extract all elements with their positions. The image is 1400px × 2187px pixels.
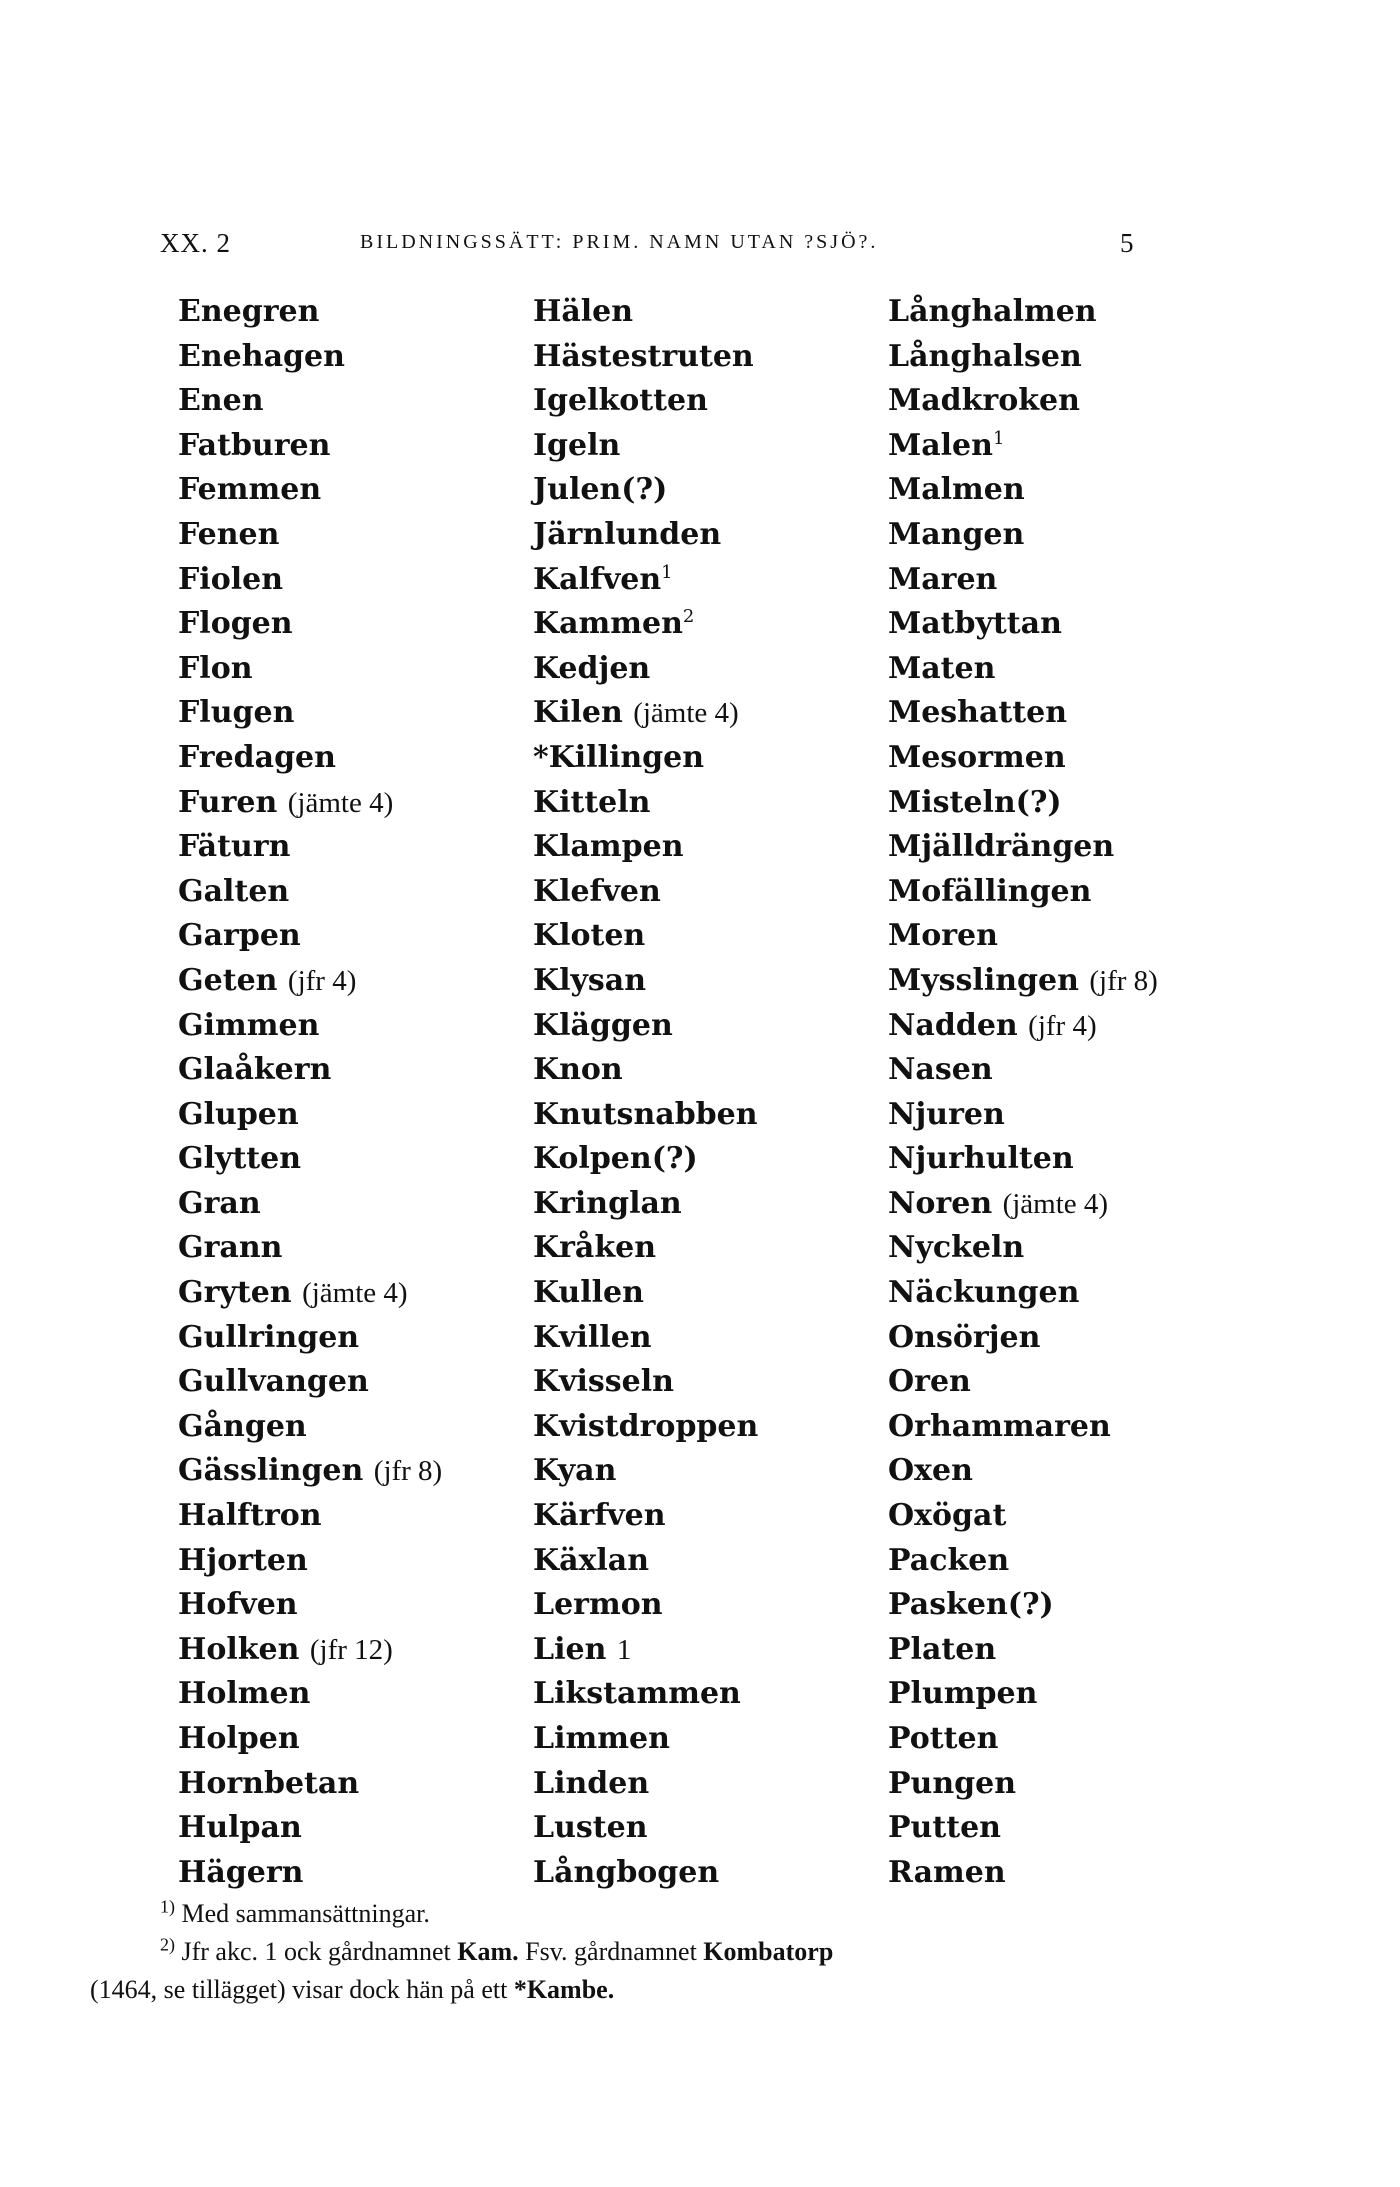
entry-name: Maren (888, 561, 998, 597)
list-item (888, 647, 1158, 692)
list-item (888, 1717, 1158, 1762)
list-item (178, 424, 442, 469)
entry-name: Oren (888, 1364, 971, 1400)
entry-name: Platen (888, 1631, 997, 1667)
list-item (178, 1137, 442, 1182)
list-item (888, 379, 1158, 424)
list-item (533, 825, 758, 870)
list-item (888, 1004, 1158, 1049)
footnote-1-marker: 1) (160, 1896, 175, 1917)
list-item (888, 558, 1158, 603)
entry-name: Geten (178, 962, 278, 998)
entry-note: (jfr 4) (1028, 1009, 1097, 1042)
list-item (533, 379, 758, 424)
list-item (888, 736, 1158, 781)
list-item (888, 1093, 1158, 1138)
list-item (533, 290, 758, 335)
list-item (178, 1539, 442, 1584)
name-column-1 (178, 290, 442, 1895)
entry-name: Pungen (888, 1765, 1017, 1801)
list-item (888, 1449, 1158, 1494)
entry-name: Plumpen (888, 1676, 1038, 1712)
entry-name: Enegren (178, 294, 320, 329)
list-item (178, 602, 442, 647)
entry-name: Kärfven (533, 1498, 666, 1534)
entry-name: Matbyttan (888, 606, 1062, 642)
list-item (178, 468, 442, 513)
entry-name: Flogen (178, 606, 293, 642)
running-title: BILDNINGSSÄTT: PRIM. NAMN UTAN ?SJÖ?. (360, 231, 879, 253)
entry-name: Gryten (178, 1275, 292, 1311)
list-item (178, 959, 442, 1004)
entry-name: Näckungen (888, 1275, 1080, 1311)
list-item (178, 825, 442, 870)
entry-name: Gässlingen (178, 1453, 364, 1489)
entry-note: (jfr 12) (309, 1633, 393, 1666)
entry-name: Enehagen (178, 338, 345, 374)
list-item (178, 1360, 442, 1405)
entry-name: Holken (178, 1631, 300, 1667)
entry-name: Halftron (178, 1498, 322, 1534)
entry-name: Käxlan (533, 1542, 650, 1578)
list-item (533, 513, 758, 558)
entry-note: (jämte 4) (287, 786, 394, 819)
list-item (533, 1628, 758, 1673)
list-item (533, 1271, 758, 1316)
entry-name: Kalfven (533, 561, 662, 597)
list-item (178, 914, 442, 959)
entry-name: Klysan (533, 962, 647, 998)
entry-name: Mjälldrängen (888, 829, 1115, 865)
entry-name: Nyckeln (888, 1230, 1025, 1266)
list-item (888, 1806, 1158, 1851)
list-item (888, 1672, 1158, 1717)
list-item (178, 1494, 442, 1539)
entry-name: Enen (178, 383, 264, 419)
entry-name: Flugen (178, 695, 295, 731)
entry-name: Likstammen (533, 1676, 741, 1712)
list-item (888, 1405, 1158, 1450)
entry-name: Knon (533, 1052, 623, 1088)
entry-name: Långhalsen (888, 338, 1082, 374)
footnote-2-kombatorp: Kombatorp (703, 1937, 834, 1966)
list-item (888, 335, 1158, 380)
list-item (533, 736, 758, 781)
list-item (888, 1762, 1158, 1807)
list-item (178, 1182, 442, 1227)
entry-name: Mangen (888, 516, 1025, 552)
entry-name: Kedjen (533, 650, 651, 686)
list-item (533, 558, 758, 603)
list-item (888, 1316, 1158, 1361)
list-item (888, 1048, 1158, 1093)
entry-name: Fiolen (178, 561, 283, 597)
list-item (533, 914, 758, 959)
list-item (533, 647, 758, 692)
entry-name: Onsörjen (888, 1319, 1041, 1355)
list-item (888, 691, 1158, 736)
list-item (533, 1717, 758, 1762)
list-item (178, 1316, 442, 1361)
entry-name: Mesormen (888, 739, 1066, 775)
list-item (178, 1806, 442, 1851)
list-item (533, 1494, 758, 1539)
footnote-reference: 1 (661, 561, 673, 583)
list-item (533, 1226, 758, 1271)
entry-name: Långbogen (533, 1854, 720, 1890)
entry-name: Gången (178, 1408, 307, 1444)
entry-name: Gran (178, 1185, 261, 1221)
footnote-2-text-e: (1464, se tillägget) visar dock hän på ett (90, 1975, 508, 2004)
entry-name: Malen (888, 427, 993, 463)
list-item (533, 1672, 758, 1717)
list-item (888, 468, 1158, 513)
list-item (533, 1851, 758, 1896)
list-item (888, 1583, 1158, 1628)
list-item (888, 781, 1158, 826)
entry-name: Kringlan (533, 1185, 682, 1221)
entry-name: Holmen (178, 1676, 311, 1712)
list-item (533, 1093, 758, 1138)
list-item (533, 870, 758, 915)
list-item (178, 1004, 442, 1049)
list-item (888, 1182, 1158, 1227)
list-item (533, 1182, 758, 1227)
running-header (160, 228, 1160, 264)
entry-note: (jfr 4) (287, 964, 357, 997)
list-item (178, 736, 442, 781)
list-item (888, 1851, 1158, 1896)
footnote-2 (90, 1933, 1180, 1971)
list-item (533, 1316, 758, 1361)
list-item (178, 335, 442, 380)
entry-name: Holpen (178, 1721, 300, 1756)
entry-name: Kloten (533, 918, 646, 954)
list-item (178, 1762, 442, 1807)
list-item (888, 1137, 1158, 1182)
footnote-reference: 1 (992, 427, 1005, 449)
list-item (533, 468, 758, 513)
entry-name: Putten (888, 1810, 1001, 1846)
list-item (888, 602, 1158, 647)
entry-name: Gimmen (178, 1007, 320, 1043)
entry-name: Knutsnabben (533, 1096, 758, 1132)
entry-name: Mofällingen (888, 873, 1092, 909)
footnote-2-kam: Kam. (457, 1937, 519, 1966)
list-item (178, 1093, 442, 1138)
entry-name: Mysslingen (888, 962, 1079, 998)
name-column-2 (533, 290, 758, 1895)
entry-name: Garpen (178, 918, 301, 954)
list-item (888, 870, 1158, 915)
entry-name: Klampen (533, 829, 684, 865)
list-item (888, 513, 1158, 558)
list-item (533, 1449, 758, 1494)
list-item (178, 1628, 442, 1673)
entry-note: (jämte 4) (1002, 1187, 1109, 1220)
entry-name: Moren (888, 918, 998, 954)
entry-name: Lien (533, 1631, 607, 1667)
list-item (533, 781, 758, 826)
entry-name: Femmen (178, 472, 322, 508)
entry-name: Packen (888, 1542, 1010, 1578)
entry-name: Klefven (533, 873, 661, 909)
list-item (178, 647, 442, 692)
entry-name: Glytten (178, 1141, 302, 1177)
entry-name: Igeln (533, 427, 621, 463)
footnotes (90, 1895, 1180, 2009)
list-item (533, 1048, 758, 1093)
list-item (178, 1226, 442, 1271)
entry-name: Nasen (888, 1052, 993, 1088)
footnote-2-text-a: Jfr akc. 1 ock gårdnamnet (181, 1937, 451, 1966)
list-item (533, 602, 758, 647)
entry-name: Kvistdroppen (533, 1408, 759, 1444)
section-number: XX. 2 (160, 228, 231, 258)
list-item (888, 959, 1158, 1004)
entry-name: Kvisseln (533, 1364, 674, 1400)
list-item (888, 914, 1158, 959)
list-item (888, 424, 1158, 469)
entry-name: Ramen (888, 1854, 1006, 1890)
name-column-3 (888, 290, 1158, 1895)
entry-note: (jfr 8) (373, 1455, 443, 1488)
entry-note: (jämte 4) (633, 697, 739, 730)
list-item (888, 1360, 1158, 1405)
list-item (533, 1137, 758, 1182)
entry-name: Kråken (533, 1230, 657, 1266)
entry-name: Fredagen (178, 739, 336, 775)
entry-name: *Killingen (533, 739, 705, 775)
footnote-2-text-c: Fsv. gårdnamnet (525, 1937, 697, 1966)
entry-name: Hulpan (178, 1810, 302, 1846)
list-item (178, 1583, 442, 1628)
entry-name: Hjorten (178, 1542, 308, 1578)
entry-name: Hägern (178, 1854, 304, 1890)
entry-name: Malmen (888, 472, 1025, 508)
list-item (533, 1004, 758, 1049)
list-item (178, 379, 442, 424)
list-item (533, 1405, 758, 1450)
entry-name: Kullen (533, 1275, 644, 1311)
list-item (533, 691, 758, 736)
entry-name: Fatburen (178, 427, 331, 463)
page-number: 5 (1120, 228, 1134, 258)
list-item (533, 1583, 758, 1628)
entry-name: Kolpen(?) (533, 1141, 698, 1177)
entry-name: Njuren (888, 1096, 1005, 1132)
list-item (888, 1494, 1158, 1539)
entry-name: Linden (533, 1765, 650, 1801)
entry-name: Kammen (533, 606, 683, 642)
entry-name: Glaåkern (178, 1052, 332, 1088)
list-item (888, 1226, 1158, 1271)
entry-name: Gullvangen (178, 1364, 369, 1400)
entry-name: Julen(?) (533, 472, 668, 508)
list-item (178, 1271, 442, 1316)
list-item (888, 290, 1158, 335)
entry-name: Galten (178, 873, 290, 909)
entry-note: 1 (616, 1633, 632, 1666)
entry-name: Noren (888, 1185, 993, 1221)
list-item (533, 1762, 758, 1807)
footnote-2-kambe: *Kambe. (513, 1975, 615, 2004)
entry-note: (jämte 4) (302, 1277, 408, 1310)
list-item (178, 1405, 442, 1450)
entry-name: Kläggen (533, 1007, 673, 1043)
list-item (888, 825, 1158, 870)
list-item (533, 335, 758, 380)
list-item (178, 558, 442, 603)
list-item (178, 1851, 442, 1896)
list-item (533, 1806, 758, 1851)
entry-name: Järnlunden (533, 516, 722, 552)
entry-name: Nadden (888, 1007, 1018, 1043)
footnote-2-continuation (90, 1971, 1180, 2009)
list-item (178, 1717, 442, 1762)
footnote-1-text: Med sammansättningar. (181, 1899, 430, 1928)
entry-name: Fenen (178, 516, 280, 552)
list-item (888, 1271, 1158, 1316)
entry-name: Kvillen (533, 1319, 652, 1355)
entry-name: Gullringen (178, 1319, 360, 1355)
entry-name: Hästestruten (533, 338, 754, 374)
list-item (178, 513, 442, 558)
list-item (178, 1048, 442, 1093)
list-item (533, 1360, 758, 1405)
footnote-reference: 2 (682, 606, 695, 628)
entry-name: Pasken(?) (888, 1587, 1054, 1623)
footnote-2-marker: 2) (160, 1934, 175, 1955)
entry-name: Kyan (533, 1453, 617, 1489)
entry-name: Kitteln (533, 784, 651, 820)
entry-name: Oxögat (888, 1498, 1007, 1534)
list-item (888, 1628, 1158, 1673)
entry-name: Meshatten (888, 695, 1068, 731)
entry-name: Potten (888, 1721, 999, 1756)
footnote-1 (90, 1895, 1180, 1933)
entry-name: Fäturn (178, 829, 291, 865)
list-item (533, 959, 758, 1004)
list-item (178, 870, 442, 915)
list-item (178, 781, 442, 826)
entry-name: Lusten (533, 1810, 648, 1846)
entry-name: Madkroken (888, 383, 1080, 419)
entry-name: Oxen (888, 1453, 973, 1489)
list-item (178, 290, 442, 335)
list-item (178, 1449, 442, 1494)
entry-name: Limmen (533, 1721, 670, 1756)
entry-name: Lermon (533, 1587, 663, 1623)
list-item (178, 691, 442, 736)
entry-name: Glupen (178, 1096, 299, 1132)
list-item (888, 1539, 1158, 1584)
entry-name: Orhammaren (888, 1408, 1111, 1444)
entry-name: Hofven (178, 1587, 298, 1623)
entry-name: Kilen (533, 695, 623, 731)
entry-name: Grann (178, 1230, 283, 1266)
entry-name: Furen (178, 784, 278, 820)
entry-name: Flon (178, 650, 253, 686)
entry-name: Maten (888, 650, 996, 686)
list-item (178, 1672, 442, 1717)
entry-note: (jfr 8) (1089, 964, 1158, 997)
list-item (533, 424, 758, 469)
list-item (533, 1539, 758, 1584)
entry-name: Igelkotten (533, 383, 708, 419)
entry-name: Hälen (533, 294, 634, 329)
entry-name: Njurhulten (888, 1141, 1074, 1177)
entry-name: Långhalmen (888, 294, 1097, 329)
entry-name: Misteln(?) (888, 784, 1062, 820)
entry-name: Hornbetan (178, 1765, 360, 1801)
